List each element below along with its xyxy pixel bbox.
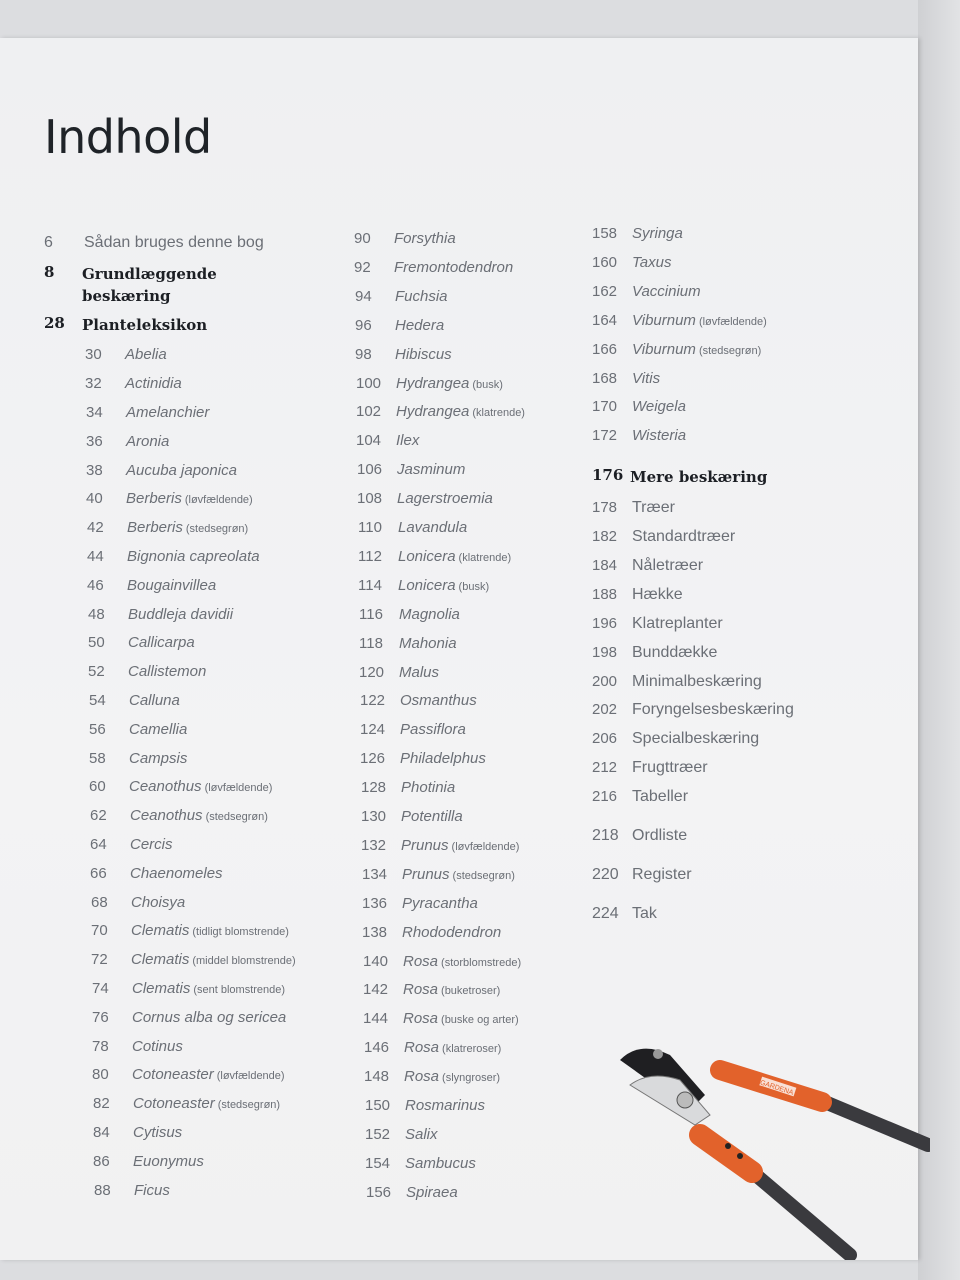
entry-title: Pyracantha [402,894,478,912]
entry-title: Lagerstroemia [397,490,493,508]
page-number: 150 [365,1097,391,1114]
toc-entry [89,778,272,795]
toc-entry [592,730,759,748]
toc-entry [44,234,264,252]
entry-title: Rosa [404,1039,440,1057]
page-number: 62 [90,807,107,825]
entry-title: Lavandula [398,519,468,536]
toc-entry [355,346,452,363]
entry-title: Philadelphus [400,750,486,768]
entry-title: Camellia [129,720,188,738]
entry-title: Wisteria [632,427,687,445]
page-number: 120 [359,663,385,681]
toc-entry [592,673,762,691]
toc-entry [361,808,463,825]
entry-note: (middel blomstrende) [192,955,296,968]
toc-entry [92,1009,286,1026]
entry-title: Berberis [127,519,183,537]
entry-title: Rosa [403,1010,439,1028]
page-number: 56 [89,720,106,738]
toc-entry [360,721,466,738]
page-number: 170 [592,398,618,416]
toc-entry [592,370,660,387]
toc-entry [363,981,500,998]
entry-title: Foryngelsesbeskæring [632,701,794,719]
toc-entry [363,953,521,970]
toc-entry [592,254,671,271]
page-number: 164 [592,311,618,329]
entry-note: (klatreroser) [442,1043,502,1056]
toc-entry [592,225,683,242]
toc-entry [88,606,233,623]
page-number: 136 [362,894,388,912]
page-number: 50 [88,634,105,652]
toc-entry [89,692,180,709]
page-number: 114 [358,576,382,594]
entry-title: Abelia [125,346,167,364]
entry-note: (stedsegrøn) [217,1099,281,1112]
entry-title: Cornus alba og sericea [132,1008,287,1026]
toc-entry [592,866,692,884]
entry-note: (slyngroser) [442,1072,501,1085]
page-number: 84 [93,1124,110,1141]
page-number: 108 [357,490,383,508]
toc-entry [44,314,207,336]
page-number: 158 [592,225,618,242]
entry-title: Clematis [132,980,191,997]
page-number: 82 [93,1095,110,1113]
page-number: 42 [87,519,104,537]
toc-entry [86,404,209,421]
page-number: 212 [592,759,618,777]
entry-title: Ordliste [632,827,688,844]
entry-title: Potentilla [401,808,463,825]
page-number: 178 [592,499,618,517]
toc-entry [93,1124,182,1141]
toc-entry [592,466,767,488]
toc-entry [592,586,683,604]
toc-entry [360,692,477,709]
page-title: Indhold [44,110,212,164]
toc-entry [92,1066,285,1083]
entry-title: Bunddække [632,643,718,661]
page-number: 148 [364,1068,390,1086]
entry-note: (tidligt blomstrende) [192,926,289,939]
page-number: 30 [85,346,102,364]
page-number: 52 [88,663,105,681]
entry-title: Weigela [632,398,686,416]
entry-title: Actinidia [125,375,182,393]
page-number: 216 [592,788,618,806]
entry-title: Ceanothus [129,778,202,796]
page-number: 100 [356,374,382,392]
toc-entry [592,312,767,329]
toc-entry [362,895,478,912]
page-number: 176 [592,466,624,485]
page-number: 74 [92,980,109,997]
page-number: 86 [93,1152,110,1170]
entry-note: (løvfældende) [184,494,253,507]
pruning-shears-illustration [610,1040,930,1265]
entry-title: Magnolia [399,605,460,623]
toc-entry [592,644,717,662]
page-number: 146 [364,1039,390,1057]
entry-title: Campsis [129,749,188,767]
entry-title: Callistemon [128,663,207,681]
entry-title: Hydrangea [396,403,470,421]
page-number: 66 [90,864,107,882]
page-number: 154 [365,1154,391,1172]
page-number: 128 [361,779,387,797]
toc-entry [362,924,501,941]
toc-entry [592,827,687,845]
toc-entry [89,750,187,767]
page-number: 130 [361,808,387,825]
toc-entry [355,288,448,305]
page-number: 172 [592,427,618,445]
entry-note: (stedsegrøn) [205,811,268,824]
entry-title: Ilex [396,432,420,450]
toc-entry [363,1010,519,1027]
toc-entry [354,230,456,247]
page-number: 132 [361,836,387,854]
entry-title: Hibiscus [395,345,452,363]
page-number: 182 [592,528,618,545]
toc-entry [355,317,444,334]
toc-entry [361,779,455,796]
entry-note: (løvfældende) [698,315,767,328]
toc-entry [356,375,503,392]
entry-note: (løvfældende) [216,1070,285,1083]
entry-note: (busk) [458,580,490,593]
entry-title: Cotoneaster [133,1095,215,1113]
page-number: 98 [355,345,372,363]
entry-title: Prunus [402,865,450,883]
page-number: 28 [44,313,65,332]
page-number: 202 [592,701,618,719]
page-number: 80 [92,1066,109,1084]
page-number: 152 [365,1125,391,1143]
page-number: 206 [592,730,618,748]
page-number: 102 [356,403,382,421]
entry-note: (løvfældende) [451,840,520,853]
entry-title: Callicarpa [128,634,195,652]
entry-title: Bougainvillea [127,576,217,594]
entry-title: Taxus [632,253,672,271]
toc-entry [364,1068,500,1085]
entry-title: Photinia [401,779,456,797]
entry-note: (stedsegrøn) [185,523,249,536]
toc-entry [87,548,260,565]
entry-title: Planteleksikon [82,315,208,334]
page-number: 138 [362,923,388,941]
toc-entry [86,490,253,507]
page-number: 160 [592,253,618,271]
toc-entry [361,837,519,854]
page-number: 112 [358,547,382,565]
page-number: 106 [357,461,383,479]
entry-title: Minimalbeskæring [632,672,762,690]
page-number: 140 [363,952,389,970]
page-number: 64 [90,836,107,853]
page-number: 70 [91,922,108,940]
toc-entry [87,577,216,594]
toc-entry [592,557,703,575]
page-number: 224 [592,904,619,922]
page-number: 96 [355,316,372,334]
entry-title: Osmanthus [400,692,477,710]
toc-entry [592,788,688,806]
toc-entry [91,922,289,939]
page-number: 166 [592,340,618,358]
page-number: 220 [592,865,619,883]
toc-entry [592,615,723,633]
toc-entry [365,1097,485,1114]
entry-note: (storblomstrede) [441,956,522,969]
toc-entry [357,490,493,507]
entry-note: (stedsegrøn) [452,869,515,882]
toc-entry [358,577,489,594]
entry-title: Grundlæggende beskæring [82,264,217,305]
entry-title: Mahonia [399,634,457,652]
entry-title: Tak [632,904,657,922]
toc-entry [94,1182,170,1199]
toc-entry [354,259,513,276]
toc-entry [358,519,467,536]
entry-title: Sambucus [405,1154,476,1172]
entry-note: (klatrende) [472,407,525,420]
entry-title: Klatreplanter [632,614,723,632]
entry-title: Lonicera [398,547,456,565]
entry-title: Sådan bruges denne bog [84,234,264,251]
toc-entry [358,548,511,565]
page-number: 134 [362,865,388,883]
page-number: 184 [592,556,618,574]
page-number: 36 [86,432,103,450]
page-number: 92 [354,258,371,276]
toc-entry [85,375,182,392]
page-number: 156 [366,1183,392,1201]
entry-title: Prunus [401,836,449,854]
entry-title: Frugttræer [632,759,708,777]
entry-title: Rosa [404,1068,440,1086]
toc-entry [592,499,675,517]
entry-title: Amelanchier [126,404,210,421]
page-number: 40 [86,490,103,508]
entry-title: Salix [405,1125,438,1143]
entry-note: (busk) [472,378,503,391]
entry-title: Rhododendron [402,923,502,941]
page-number: 34 [86,404,103,421]
toc-entry [92,980,285,997]
toc-entry [592,701,794,719]
page-number: 68 [91,893,108,911]
toc-entry [356,432,419,449]
page-number: 126 [360,750,386,768]
entry-title: Syringa [632,225,683,242]
toc-entry [90,836,173,853]
page-number: 48 [88,605,105,623]
entry-title: Rosa [403,952,439,970]
toc-entry [366,1184,458,1201]
page-number: 188 [592,585,618,603]
page-number: 144 [363,1010,389,1028]
entry-title: Vaccinium [632,282,701,300]
toc-entry [592,283,701,300]
toc-entry [86,433,169,450]
page-number: 124 [360,721,386,739]
toc-entry [88,634,195,651]
toc-entry [92,1038,183,1055]
toc-entry [91,951,296,968]
entry-title: Ceanothus [130,807,203,825]
page-number: 8 [44,262,55,281]
toc-entry [359,635,457,652]
toc-entry [90,807,268,824]
entry-title: Ficus [134,1181,170,1199]
entry-title: Fremontodendron [394,258,514,276]
entry-title: Viburnum [632,340,696,358]
toc-entry [592,528,735,546]
page-number: 38 [86,461,103,479]
toc-entry [364,1039,501,1056]
entry-title: Fuchsia [395,287,448,305]
toc-entry [592,905,657,923]
entry-title: Cotoneaster [132,1066,214,1084]
toc-entry [356,403,525,420]
entry-title: Rosa [403,981,439,999]
page-number: 44 [87,548,104,565]
entry-title: Aucuba japonica [126,461,237,479]
page-number: 60 [89,778,106,796]
entry-title: Vitis [632,369,661,387]
page-number: 90 [354,230,371,247]
toc-entry [89,721,187,738]
page-number: 198 [592,643,618,661]
toc-entry [365,1126,438,1143]
page-number: 54 [89,692,106,709]
entry-title: Register [632,865,692,883]
toc-entry [44,263,217,307]
entry-title: Hække [632,585,683,603]
toc-entry [88,663,206,680]
page-number: 6 [44,234,53,251]
toc-entry [362,866,515,883]
entry-title: Berberis [126,490,182,508]
toc-entry [592,398,686,415]
entry-title: Nåletræer [632,556,704,574]
toc-entry [85,346,167,363]
toc-entry [86,462,237,479]
entry-title: Hedera [395,316,445,334]
entry-title: Aronia [126,432,170,450]
entry-note: (løvfældende) [204,782,273,795]
entry-title: Viburnum [632,311,696,329]
entry-title: Calluna [129,692,180,709]
toc-entry [91,894,185,911]
page-number: 168 [592,369,618,387]
entry-title: Euonymus [133,1152,204,1170]
entry-title: Specialbeskæring [632,730,760,748]
page-number: 218 [592,827,619,844]
tool-brand-label: GARDENA [759,1079,795,1097]
page-number: 122 [360,692,386,710]
page-number: 72 [91,951,108,969]
entry-note: (sent blomstrende) [193,984,286,996]
page-number: 78 [92,1037,109,1055]
toc-entry [87,519,248,536]
entry-title: Clematis [131,922,190,940]
page-number: 200 [592,672,618,690]
toc-entry [359,606,460,623]
page-number: 32 [85,375,102,393]
entry-title: Mere beskæring [630,468,768,487]
page-number: 76 [92,1008,109,1026]
entry-title: Passiflora [400,721,466,739]
toc-entry [592,341,761,358]
entry-title: Rosmarinus [405,1097,486,1114]
page-number: 58 [89,749,106,767]
page-number: 46 [87,576,104,594]
entry-title: Malus [399,663,440,681]
entry-title: Bignonia capreolata [127,548,260,565]
toc-entry [360,750,486,767]
entry-title: Tabeller [632,788,689,806]
entry-title: Buddleja davidii [128,605,234,623]
page-number: 110 [358,519,382,536]
page-number: 162 [592,282,618,300]
entry-title: Hydrangea [396,374,470,392]
entry-title: Jasminum [397,461,466,479]
entry-note: (klatrende) [458,551,512,564]
toc-entry [93,1095,280,1112]
page-number: 142 [363,981,389,999]
page-number: 196 [592,614,618,632]
toc-entry [93,1153,204,1170]
entry-note: (buketroser) [441,985,501,998]
entry-note: (buske og arter) [441,1014,519,1027]
entry-title: Cotinus [132,1037,183,1055]
entry-title: Choisya [131,893,186,911]
page-number: 94 [355,287,372,305]
entry-title: Chaenomeles [130,864,223,882]
page-number: 104 [356,432,382,450]
toc-entry [357,461,465,478]
entry-title: Cytisus [133,1124,183,1141]
page-number: 88 [94,1181,111,1199]
entry-title: Standardtræer [632,528,736,545]
toc-entry [90,865,223,882]
entry-title: Clematis [131,951,190,969]
entry-title: Cercis [130,836,173,853]
page-number: 116 [359,605,383,623]
entry-note: (stedsegrøn) [698,344,762,357]
entry-title: Spiraea [406,1183,458,1201]
entry-title: Forsythia [394,230,456,247]
toc-entry [592,427,686,444]
entry-title: Træer [632,499,675,517]
toc-entry [365,1155,476,1172]
toc-entry [359,664,439,681]
page-number: 118 [359,634,383,652]
entry-title: Lonicera [398,576,456,594]
toc-entry [592,759,708,777]
